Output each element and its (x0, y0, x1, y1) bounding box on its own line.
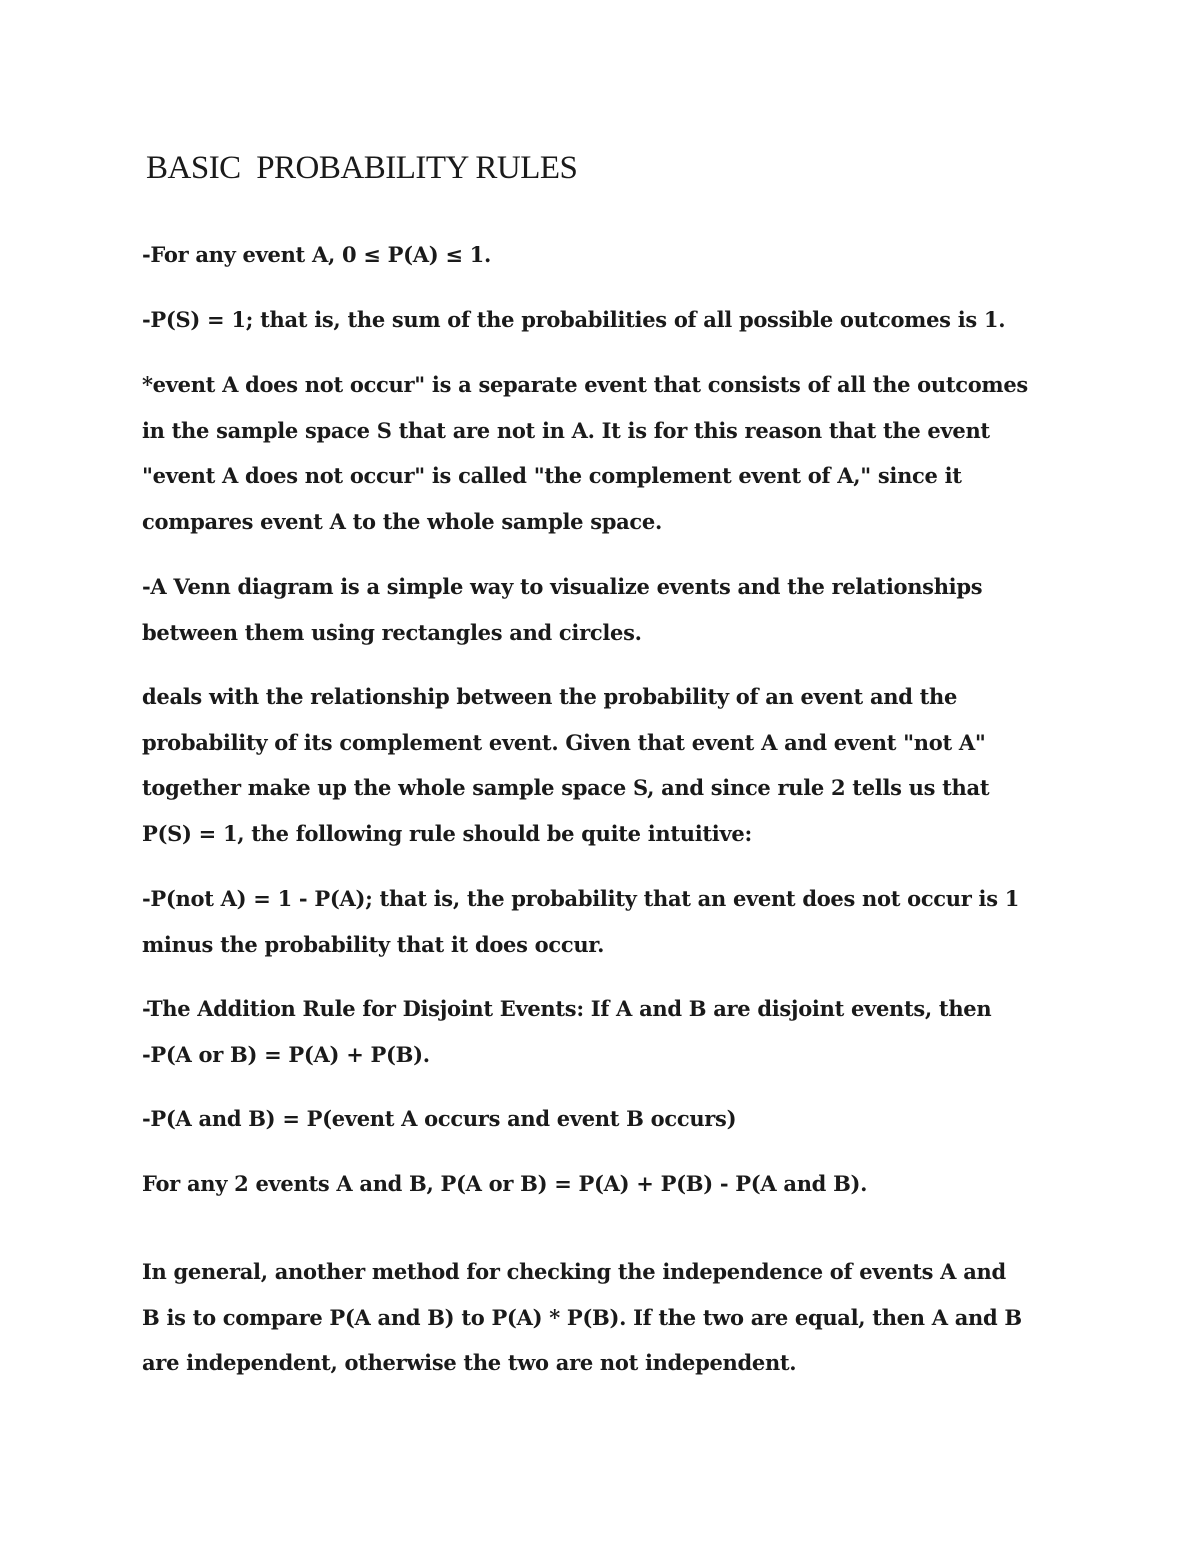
rule-probability-range: -For any event A, 0 ≤ P(A) ≤ 1. (142, 242, 491, 267)
intersection-definition: -P(A and B) = P(event A occurs and event B occurs) (142, 1106, 737, 1131)
general-addition-rule: For any 2 events A and B, P(A or B) = P(A) + P(B) - P(A and B). (142, 1171, 868, 1196)
venn-diagram-note: -A Venn diagram is a simple way to visualize events and the relationships between them using rectangles and circles. (142, 574, 983, 645)
complement-rule: -P(not A) = 1 - P(A); that is, the probability that an event does not occur is 1 minus the probability that it does occur. (142, 886, 1020, 957)
addition-rule-disjoint: -The Addition Rule for Disjoint Events: If A and B are disjoint events, then -P(A or B) = P(A) + P(B). (142, 996, 992, 1067)
rule-sample-space: -P(S) = 1; that is, the sum of the probabilities of all possible outcomes is 1. (142, 307, 1006, 332)
page-title: BASIC PROBABILITY RULES (146, 150, 578, 186)
independence-check: In general, another method for checking the independence of events A and B is to compare P(A and B) to P(A) * P(B). If the two are equal, then A and B are independent, otherwise the two are not independent. (142, 1259, 1022, 1375)
complement-definition: *event A does not occur" is a separate event that consists of all the outcomes in the sample space S that are not in A. It is for this reason that the event "event A does not occur" is called "the complement event of A," since it compares event A to the whole sample space. (142, 372, 1028, 534)
complement-rule-intro: deals with the relationship between the probability of an event and the probability of its complement event. Given that event A and event "not A" together make up the whole sample space S, and since rule 2 tells us that P(S) = 1, the following rule should be quite intuitive: (142, 684, 990, 846)
